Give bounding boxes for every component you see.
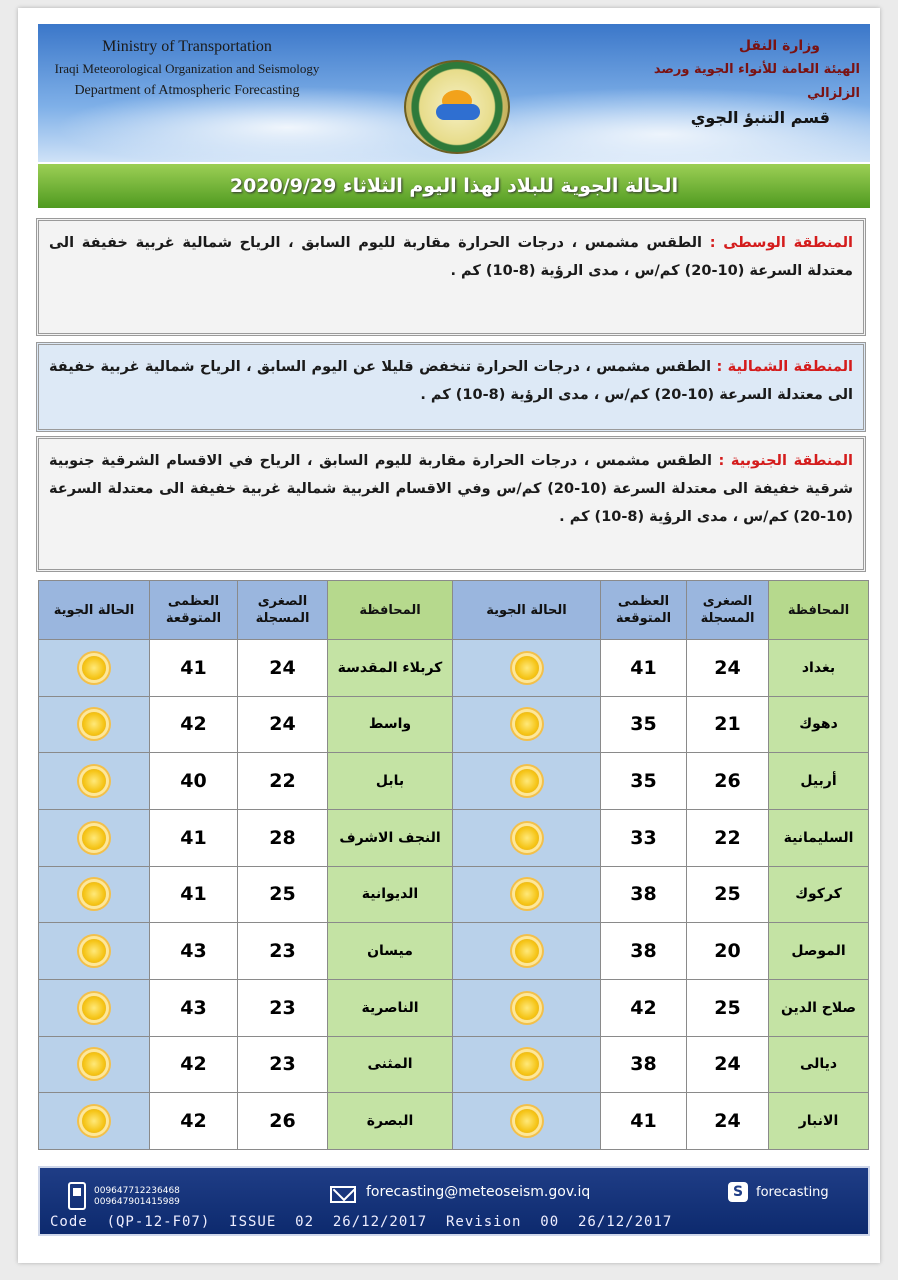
col-header-governorate: المحافظة	[769, 581, 869, 640]
max-temp-cell: 41	[601, 640, 687, 697]
skype-icon: S	[728, 1182, 748, 1202]
min-temp-cell: 24	[687, 1093, 769, 1150]
min-temp-cell: 21	[687, 696, 769, 753]
governorate-cell: دهوك	[769, 696, 869, 753]
min-temp-cell: 28	[238, 809, 328, 866]
col-header-condition: الحالة الجوية	[39, 581, 150, 640]
sun-icon	[82, 882, 106, 906]
department-name-en: Department of Atmospheric Forecasting	[74, 83, 300, 98]
table-row	[39, 753, 869, 810]
governorate-cell: البصرة	[328, 1093, 453, 1150]
max-temp-cell: 38	[601, 1036, 687, 1093]
governorate-cell: كربلاء المقدسة	[328, 640, 453, 697]
max-temp-cell: 43	[150, 979, 238, 1036]
condition-cell	[453, 640, 601, 697]
organization-name-ar: الهيئة العامة للأنواء الجوية ورصد الزلزالي	[653, 62, 860, 101]
max-temp-cell: 40	[150, 753, 238, 810]
ministry-name-en: Ministry of Transportation	[102, 38, 272, 55]
min-temp-cell: 22	[238, 753, 328, 810]
max-temp-cell: 43	[150, 923, 238, 980]
sun-icon	[82, 826, 106, 850]
sun-icon	[82, 656, 106, 680]
condition-cell	[39, 979, 150, 1036]
min-temp-cell: 24	[687, 1036, 769, 1093]
organization-logo	[404, 60, 510, 154]
condition-cell	[39, 866, 150, 923]
table-header-row	[39, 581, 869, 640]
governorate-cell: كركوك	[769, 866, 869, 923]
max-temp-cell: 42	[601, 979, 687, 1036]
col-header-governorate: المحافظة	[328, 581, 453, 640]
region-central	[36, 218, 866, 336]
condition-cell	[39, 809, 150, 866]
max-temp-cell: 38	[601, 923, 687, 980]
min-temp-cell: 25	[687, 979, 769, 1036]
phone-number: 009647901415989	[94, 1197, 180, 1207]
table-row	[39, 923, 869, 980]
sun-icon	[515, 882, 539, 906]
min-temp-cell: 23	[238, 1036, 328, 1093]
sun-icon	[82, 1052, 106, 1076]
ministry-name-ar: وزارة النقل	[738, 38, 820, 54]
max-temp-cell: 42	[150, 696, 238, 753]
footer-bar	[38, 1166, 870, 1236]
condition-cell	[453, 1093, 601, 1150]
sun-icon	[515, 826, 539, 850]
sun-icon	[82, 712, 106, 736]
max-temp-cell: 41	[601, 1093, 687, 1150]
condition-cell	[39, 696, 150, 753]
sun-icon	[82, 939, 106, 963]
min-temp-cell: 23	[238, 923, 328, 980]
governorate-cell: الناصرية	[328, 979, 453, 1036]
min-temp-cell: 22	[687, 809, 769, 866]
table-row	[39, 696, 869, 753]
forecast-table	[38, 580, 869, 1150]
condition-cell	[453, 979, 601, 1036]
sun-icon	[515, 656, 539, 680]
max-temp-cell: 35	[601, 696, 687, 753]
governorate-cell: بغداد	[769, 640, 869, 697]
region-north	[36, 342, 866, 432]
governorate-cell: ديالى	[769, 1036, 869, 1093]
max-temp-cell: 35	[601, 753, 687, 810]
condition-cell	[453, 923, 601, 980]
governorate-cell: الانبار	[769, 1093, 869, 1150]
table-row	[39, 809, 869, 866]
min-temp-cell: 23	[238, 979, 328, 1036]
bulletin-page	[18, 8, 880, 1263]
condition-cell	[39, 640, 150, 697]
governorate-cell: النجف الاشرف	[328, 809, 453, 866]
mail-icon	[330, 1186, 356, 1203]
department-name-ar: قسم التنبؤ الجوي	[690, 108, 830, 127]
condition-cell	[39, 1093, 150, 1150]
organization-name-en: Iraqi Meteorological Organization and Seismology	[54, 61, 320, 76]
min-temp-cell: 26	[687, 753, 769, 810]
footer-email: forecasting@meteoseism.gov.iq	[366, 1184, 591, 1200]
logo-cloud-icon	[436, 104, 480, 120]
title-bar	[38, 164, 870, 208]
max-temp-cell: 41	[150, 809, 238, 866]
region-text: الطقس مشمس ، درجات الحرارة مقاربة لليوم السابق ، الرياح شمالية غربية خفيفة الى معتدلة السرعة (10-20) كم/س ، مدى الرؤية (8-10) كم .	[49, 235, 853, 279]
header-banner	[38, 24, 870, 162]
sun-icon	[515, 1052, 539, 1076]
governorate-cell: السليمانية	[769, 809, 869, 866]
region-label: المنطقة الجنوبية :	[718, 453, 853, 469]
max-temp-cell: 41	[150, 640, 238, 697]
governorate-cell: المثنى	[328, 1036, 453, 1093]
region-label: المنطقة الشمالية :	[716, 359, 853, 375]
footer-phones	[94, 1186, 180, 1208]
min-temp-cell: 24	[238, 640, 328, 697]
governorate-cell: ميسان	[328, 923, 453, 980]
min-temp-cell: 25	[238, 866, 328, 923]
governorate-cell: الموصل	[769, 923, 869, 980]
header-english	[52, 36, 322, 102]
table-row	[39, 1093, 869, 1150]
col-header-condition: الحالة الجوية	[453, 581, 601, 640]
sun-icon	[82, 769, 106, 793]
table-row	[39, 979, 869, 1036]
col-header-min: الصغرى المسجلة	[687, 581, 769, 640]
table-row	[39, 866, 869, 923]
sun-icon	[515, 769, 539, 793]
condition-cell	[39, 1036, 150, 1093]
condition-cell	[39, 923, 150, 980]
max-temp-cell: 41	[150, 866, 238, 923]
condition-cell	[453, 696, 601, 753]
governorate-cell: بابل	[328, 753, 453, 810]
sun-icon	[515, 939, 539, 963]
region-text: الطقس مشمس ، درجات الحرارة مقاربة لليوم السابق ، الرياح في الاقسام الشرقية جنوبية شرقية خفيفة الى معتدلة السرعة (10-20) كم/س وفي الاقسام الغربية شمالية غربية خفيفة الى معتدلة السرعة (10-20) كم/س ، مدى الرؤية (8-10) كم .	[49, 453, 854, 525]
document-code: Code (QP-12-F07) ISSUE 02 26/12/2017 Revision 00 26/12/2017	[50, 1214, 673, 1230]
col-header-max: العظمى المتوقعة	[150, 581, 238, 640]
condition-cell	[453, 1036, 601, 1093]
phone-icon	[68, 1182, 86, 1210]
min-temp-cell: 24	[687, 640, 769, 697]
min-temp-cell: 26	[238, 1093, 328, 1150]
condition-cell	[453, 753, 601, 810]
sun-icon	[515, 712, 539, 736]
sun-icon	[515, 1109, 539, 1133]
condition-cell	[453, 809, 601, 866]
bulletin-title: الحالة الجوية للبلاد لهذا اليوم الثلاثاء 2020/9/29	[229, 175, 679, 197]
region-text: الطقس مشمس ، درجات الحرارة تنخفض قليلا عن اليوم السابق ، الرياح شمالية غربية خفيفة الى معتدلة السرعة (10-20) كم/س ، مدى الرؤية (8-10) كم .	[49, 359, 853, 403]
footer-skype: forecasting	[756, 1185, 829, 1200]
region-south	[36, 436, 866, 572]
max-temp-cell: 42	[150, 1036, 238, 1093]
sun-icon	[82, 1109, 106, 1133]
governorate-cell: الديوانية	[328, 866, 453, 923]
max-temp-cell: 33	[601, 809, 687, 866]
region-label: المنطقة الوسطى :	[709, 235, 853, 251]
header-arabic	[610, 34, 860, 130]
condition-cell	[453, 866, 601, 923]
table-row	[39, 640, 869, 697]
governorate-cell: واسط	[328, 696, 453, 753]
max-temp-cell: 42	[150, 1093, 238, 1150]
governorate-cell: صلاح الدين	[769, 979, 869, 1036]
condition-cell	[39, 753, 150, 810]
sun-icon	[82, 996, 106, 1020]
phone-number: 009647712236468	[94, 1186, 180, 1196]
max-temp-cell: 38	[601, 866, 687, 923]
min-temp-cell: 20	[687, 923, 769, 980]
sun-icon	[515, 996, 539, 1020]
governorate-cell: أربيل	[769, 753, 869, 810]
table-row	[39, 1036, 869, 1093]
min-temp-cell: 25	[687, 866, 769, 923]
min-temp-cell: 24	[238, 696, 328, 753]
col-header-max: العظمى المتوقعة	[601, 581, 687, 640]
col-header-min: الصغرى المسجلة	[238, 581, 328, 640]
